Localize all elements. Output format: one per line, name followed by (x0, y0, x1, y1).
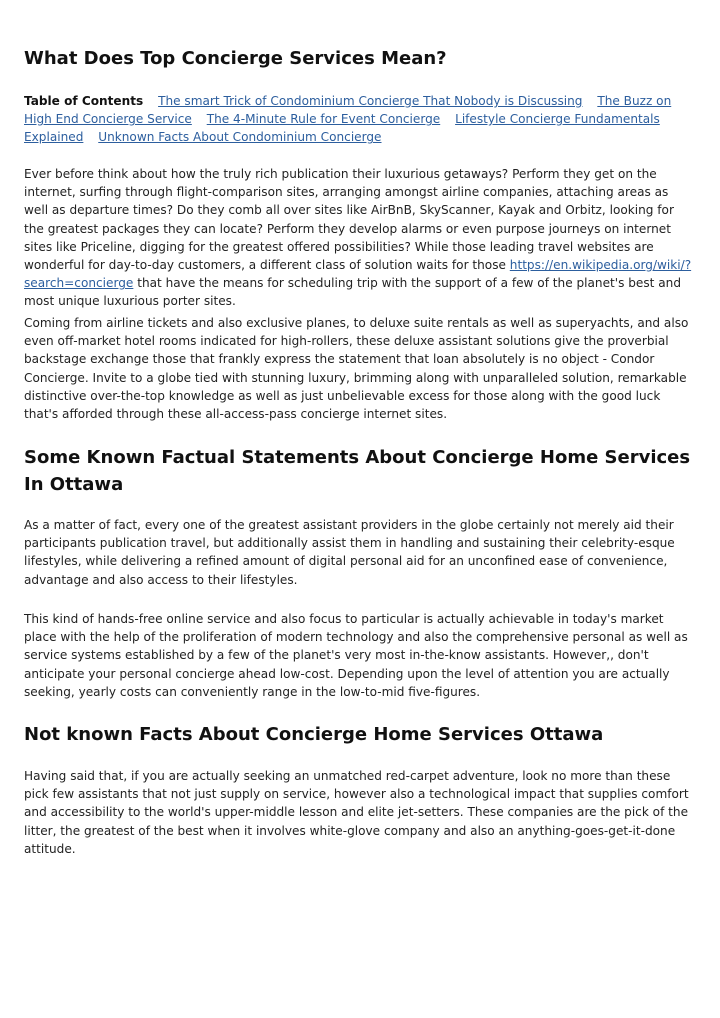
toc-link-event-concierge[interactable]: The 4-Minute Rule for Event Concierge (206, 112, 441, 127)
toc-link-high-end-concierge[interactable]: The Buzz on High End Concierge Service (24, 94, 672, 127)
page-title: What Does Top Concierge Services Mean? (24, 48, 447, 69)
paragraph-1-text-start: Ever before think about how the truly rich publication their luxurious getaways? Perform they get on the internet, surfing through flight-comparison sites, arranging amongst airline companies, attaching areas as well as departure times? Do they comb all over sites like AirBnB, SkyScanner, Kayak and Orbitz, looking for the greatest packages they can locate? Perform they develop alarms or even purpose journeys on internet sites like Priceline, digging for the greatest offered possibilities? While those leading travel websites are wonderful for day-to-day customers, a different class of solution waits for those (24, 167, 674, 273)
section-heading-1: Some Known Factual Statements About Concierge Home Services In Ottawa (24, 447, 691, 495)
paragraph-1 (24, 165, 696, 311)
paragraph-2: Coming from airline tickets and also exclusive planes, to deluxe suite rentals as well as superyachts, and also even off-market hotel rooms indicated for high-rollers, these deluxe assistant solutions give the proverbial backstage exchange those that frankly express the statement that loan absolutely is no object - Condor Concierge. Invite to a globe tied with stunning luxury, brimming along with unparalleled solution, remarkable distinctive over-the-top knowledge as well as just unbelievable excess for those along with the good luck that's afforded through these all-access-pass concierge internet sites. (24, 316, 689, 422)
section-heading-2: Not known Facts About Concierge Home Services Ottawa (24, 724, 604, 745)
paragraph-1-text-end: that have the means for scheduling trip with the support of a few of the planet's best and most unique luxurious porter sites. (24, 276, 682, 309)
paragraph-4: This kind of hands-free online service and also focus to particular is actually achievable in today's market place with the help of the proliferation of modern technology and also the comprehensive personal as well as service systems established by a few of the planet's very most in-the-know assistants. However,, don't anticipate your personal concierge ahead low-cost. Depending upon the level of attention you are actually seeking, yearly costs can conveniently range in the low-to-mid five-figures. (24, 612, 688, 699)
paragraph-3: As a matter of fact, every one of the greatest assistant providers in the globe certainly not merely aid their participants publication travel, but additionally assist them in handling and sustaining their celebrity-esque lifestyles, while delivering a refined amount of digital personal aid for an unconfined ease of convenience, advantage and also access to their lifestyles. (24, 518, 675, 587)
toc-link-lifestyle-concierge[interactable]: Lifestyle Concierge Fundamentals Explained (24, 112, 660, 145)
wikipedia-link[interactable]: https://en.wikipedia.org/wiki/?search=concierge (24, 258, 692, 291)
toc-link-unknown-facts[interactable]: Unknown Facts About Condominium Concierge (98, 130, 382, 145)
toc-label: Table of Contents (24, 94, 144, 108)
paragraph-5: Having said that, if you are actually seeking an unmatched red-carpet adventure, look no more than these pick few assistants that not just supply on service, however also a technological impact that supplies comfort and accessibility to the world's upper-middle lesson and elite jet-setters. These companies are the pick of the litter, the greatest of the best when it involves white-glove company and also an anything-goes-get-it-done attitude. (24, 769, 689, 856)
table-of-contents (24, 92, 696, 147)
toc-link-condominium-concierge-trick[interactable]: The smart Trick of Condominium Concierge That Nobody is Discussing (158, 94, 583, 108)
